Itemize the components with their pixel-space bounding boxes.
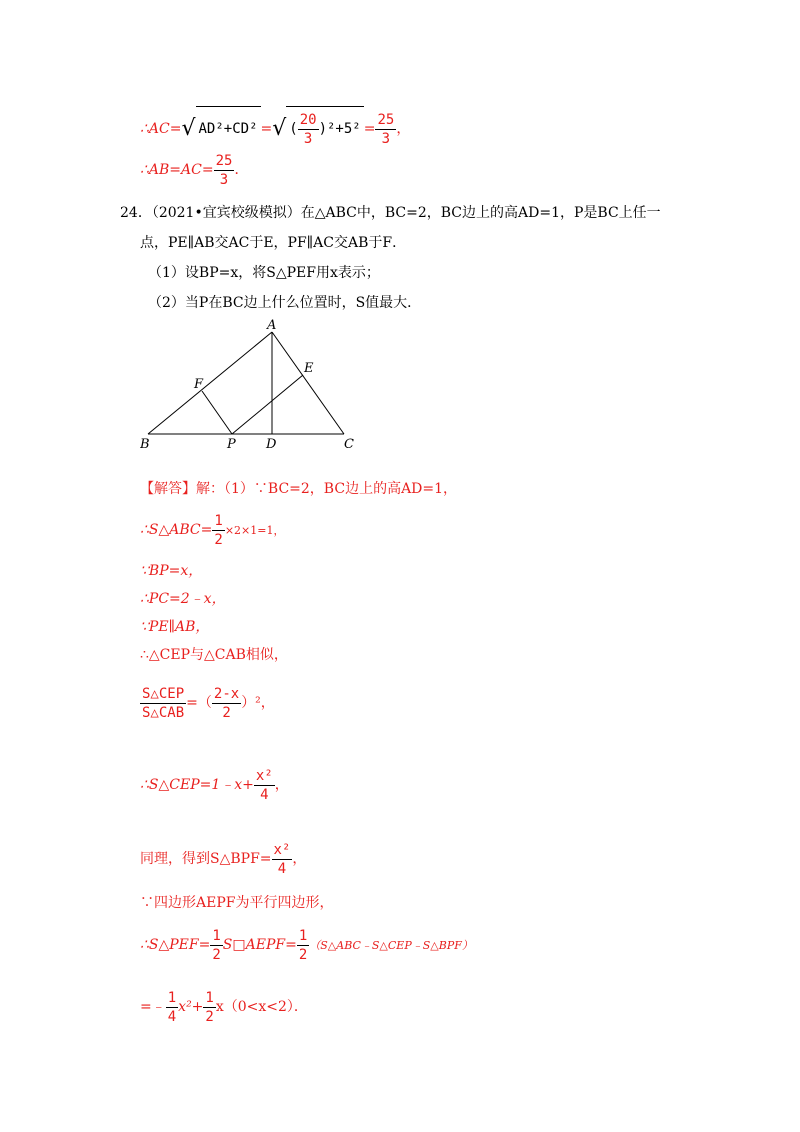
label-c: C <box>344 437 354 452</box>
solution-s10 <box>140 922 473 968</box>
s10-tail: （S△ABC﹣S△CEP﹣S△BPF） <box>309 939 473 952</box>
comma: ， <box>396 121 411 137</box>
s7-prefix: ∴S△CEP=1﹣x+ <box>140 777 254 793</box>
segment-ac <box>272 332 344 434</box>
s11-tail: x（0<x<2）． <box>215 999 308 1015</box>
ac-equation <box>140 106 410 150</box>
frac-half-4: $\frac{1}{2}$ <box>205 989 214 1025</box>
label-e: E <box>304 361 314 376</box>
solution-s4: ∵PE∥AB， <box>140 619 210 635</box>
s8-tail: ， <box>292 851 307 867</box>
s11-prefix: =﹣ <box>140 999 166 1015</box>
s10-prefix: ∴S△PEF= <box>140 937 211 953</box>
sqrt-content-2: ( $\frac{20}{3}$ )²+5² <box>286 106 363 151</box>
ac-prefix: ∴AC= <box>140 121 182 137</box>
frac-20-3: $\frac{20}{3}$ <box>299 111 317 147</box>
s7-tail: ， <box>274 777 289 793</box>
frac-half-2: $\frac{1}{2}$ <box>212 927 221 963</box>
ratio-eq: =（ <box>186 695 212 711</box>
sqrt-content-1: AD²+CD² <box>196 106 261 151</box>
frac-half-1: $\frac{1}{2}$ <box>214 512 223 548</box>
problem-text-1: 在△ABC中，BC=2，BC边上的高AD=1，P是BC上任一 <box>300 205 661 221</box>
frac-x2-4-b: $\frac{\text{x²}}{4}$ <box>273 841 291 877</box>
s8-prefix: 同理，得到S△BPF= <box>140 851 272 867</box>
question-1: （1）设BP=x，将S△PEF用x表示； <box>148 265 380 281</box>
problem-number: 24． <box>120 205 152 221</box>
sqrt-icon: √ <box>272 116 287 141</box>
problem-source: （2021•宜宾校级模拟） <box>151 205 301 221</box>
frac-area-ratio: $\frac{\text{S△CEP}}{\text{S△CAB}}$ <box>142 685 185 721</box>
solution-s1 <box>140 508 284 552</box>
frac-quarter: $\frac{1}{4}$ <box>167 989 177 1025</box>
period: ． <box>234 162 249 178</box>
sq-rest: )²+5² <box>318 121 361 137</box>
solution-s9: ∵四边形AEPF为平行四边形， <box>140 895 334 911</box>
eq-1: = <box>260 121 273 137</box>
s1-rest: ×2×1=1， <box>224 524 285 537</box>
s11-mid: x²+ <box>178 999 204 1015</box>
solution-s11 <box>140 984 308 1030</box>
solution-s7 <box>140 762 289 808</box>
segment-pf <box>202 391 232 434</box>
label-f: F <box>194 377 204 392</box>
s10-mid: S□AEPF= <box>222 937 297 953</box>
frac-2-minus-x: $\frac{2-x}{2}$ <box>213 685 240 721</box>
ratio-tail: ）²， <box>241 695 275 711</box>
eq-2: = <box>363 121 376 137</box>
frac-x2-4-a: $\frac{\text{x²}}{4}$ <box>255 767 273 803</box>
segment-pe <box>232 375 303 434</box>
ab-prefix: ∴AB=AC= <box>140 162 214 178</box>
question-2: （2）当P在BC边上什么位置时，S值最大． <box>148 295 422 311</box>
label-d: D <box>266 437 277 452</box>
frac-25-3: $\frac{25}{3}$ <box>377 111 395 147</box>
triangle-figure <box>140 318 370 453</box>
s1-prefix: ∴S△ABC= <box>140 522 213 538</box>
label-p: P <box>227 437 236 452</box>
segment-ab <box>148 332 272 434</box>
sqrt-icon: √ <box>181 116 196 141</box>
solution-s8 <box>140 836 306 882</box>
label-b: B <box>140 437 150 452</box>
problem-line-2: 点，PE∥AB交AC于E，PF∥AC交AB于F． <box>140 235 407 251</box>
solution-head: 【解答】解：（1）∵BC=2，BC边上的高AD=1， <box>140 481 458 497</box>
ab-equation <box>140 150 248 190</box>
frac-half-3: $\frac{1}{2}$ <box>298 927 308 963</box>
solution-s3: ∴PC=2﹣x， <box>140 591 226 607</box>
solution-s5: ∴△CEP与△CAB相似， <box>140 647 288 663</box>
problem-line-1 <box>120 204 661 222</box>
label-a: A <box>267 318 277 333</box>
frac-25-3-b: $\frac{25}{3}$ <box>215 152 233 188</box>
solution-s2: ∵BP=x， <box>140 563 203 579</box>
solution-ratio <box>140 680 275 726</box>
